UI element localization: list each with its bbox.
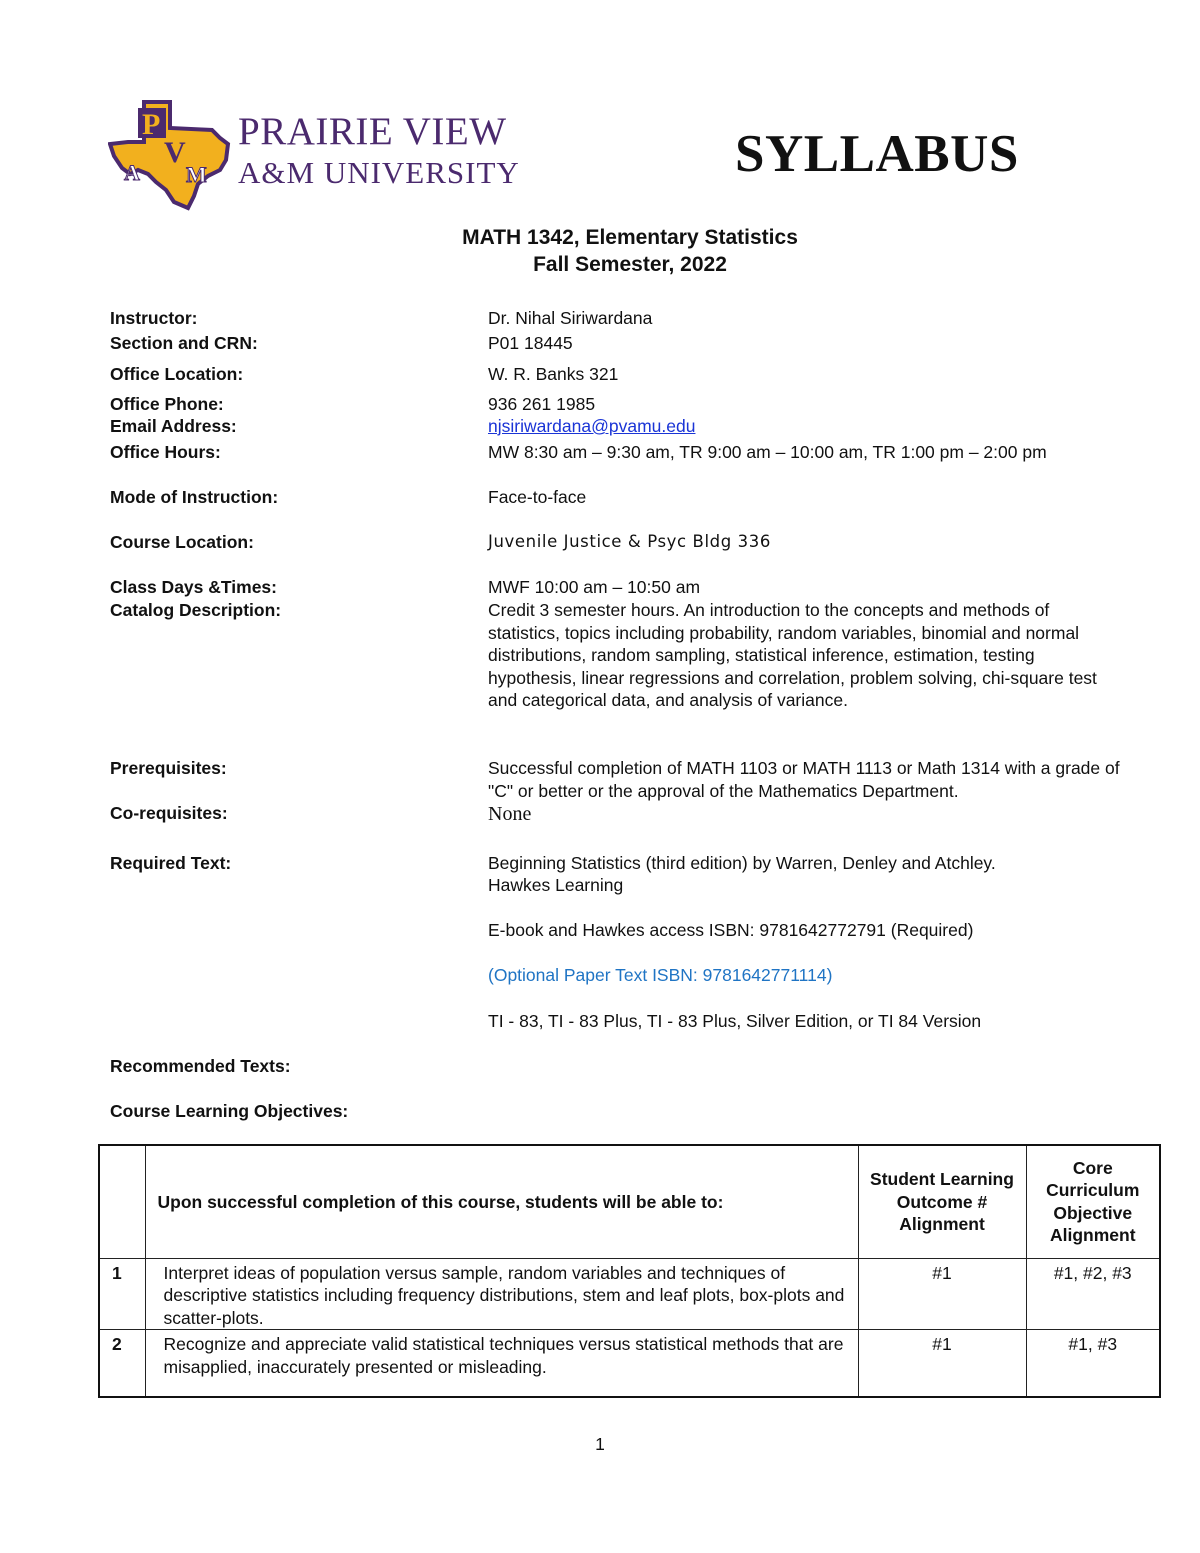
prereq-value: Successful completion of MATH 1103 or MATH 1113 or Math 1314 with a grade of "C" or better or the approval of the Mathematics Department.: [488, 758, 1120, 801]
row-description: Interpret ideas of population versus sample, random variables and techniques of descriptive statistics including frequency distributions, stem and leaf plots, box-plots and scatter-plots.: [145, 1258, 858, 1330]
objectives-label: Course Learning Objectives:: [110, 1101, 349, 1121]
mode-label: Mode of Instruction:: [110, 487, 279, 507]
optional-isbn: (Optional Paper Text ISBN: 9781642771114): [488, 965, 833, 985]
recommended-label: Recommended Texts:: [110, 1056, 291, 1076]
logo-line-1: PRAIRIE VIEW: [238, 110, 507, 153]
ebook-isbn: E-book and Hawkes access ISBN: 9781642772791 (Required): [488, 920, 974, 940]
header-num: [99, 1145, 145, 1258]
table-row: [99, 1258, 1160, 1330]
section-value: P01 18445: [488, 333, 573, 353]
university-logo: [108, 98, 518, 212]
header-slo: Student Learning Outcome # Alignment: [858, 1145, 1026, 1258]
row-number: 1: [99, 1258, 145, 1330]
header-core: Core Curriculum Objective Alignment: [1026, 1145, 1160, 1258]
catalog-value: Credit 3 semester hours. An introduction to the concepts and methods of statistics, topics including probability, random variables, binomial and normal distributions, random sampling, statistical inference, estimation, testing hypothesis, linear regressions and correlation, problem solving, chi-square test and categorical data, and analysis of variance.: [488, 600, 1097, 710]
table-row: [99, 1330, 1160, 1397]
class-days-label: Class Days &Times:: [110, 577, 277, 597]
class-days-value: MWF 10:00 am – 10:50 am: [488, 577, 701, 597]
course-semester: Fall Semester, 2022: [533, 253, 727, 276]
svg-text:V: V: [164, 136, 186, 169]
row-core: #1, #3: [1026, 1330, 1160, 1397]
course-name: MATH 1342, Elementary Statistics: [462, 226, 798, 249]
calculator-requirement: TI - 83, TI - 83 Plus, TI - 83 Plus, Silver Edition, or TI 84 Version: [488, 1011, 982, 1031]
svg-text:A: A: [124, 160, 140, 185]
instructor-label: Instructor:: [110, 308, 198, 328]
mode-value: Face-to-face: [488, 487, 587, 507]
required-text-line-2: Hawkes Learning: [488, 875, 624, 895]
course-location-label: Course Location:: [110, 532, 254, 552]
catalog-label: Catalog Description:: [110, 600, 282, 620]
row-slo: #1: [858, 1258, 1026, 1330]
logo-wordmark: [238, 110, 520, 192]
office-location-label: Office Location:: [110, 364, 244, 384]
svg-text:M: M: [186, 162, 207, 187]
section-label: Section and CRN:: [110, 333, 258, 353]
objectives-table: [98, 1144, 1161, 1398]
instructor-value: Dr. Nihal Siriwardana: [488, 308, 653, 328]
row-core: #1, #2, #3: [1026, 1258, 1160, 1330]
row-description: Recognize and appreciate valid statistical techniques versus statistical methods that are misapplied, inaccurately presented or misleading.: [145, 1330, 858, 1397]
office-hours-value: MW 8:30 am – 9:30 am, TR 9:00 am – 10:00 am, TR 1:00 pm – 2:00 pm: [488, 442, 1047, 462]
header-description: Upon successful completion of this course, students will be able to:: [145, 1145, 858, 1258]
email-label: Email Address:: [110, 416, 237, 436]
prereq-label: Prerequisites:: [110, 758, 227, 778]
office-phone-label: Office Phone:: [110, 394, 224, 414]
table-header-row: [99, 1145, 1160, 1258]
logo-line-2: A&M UNIVERSITY: [238, 155, 520, 190]
coreq-label: Co-requisites:: [110, 803, 228, 823]
email-link[interactable]: njsiriwardana@pvamu.edu: [488, 416, 696, 436]
coreq-value: None: [488, 803, 532, 825]
required-text-label: Required Text:: [110, 853, 232, 873]
row-slo: #1: [858, 1330, 1026, 1397]
required-text-line-1: Beginning Statistics (third edition) by Warren, Denley and Atchley.: [488, 853, 996, 873]
pvamu-shield-icon: [108, 98, 233, 212]
svg-text:P: P: [142, 108, 161, 141]
course-location-value: Juvenile Justice & Psyc Bldg 336: [488, 532, 771, 551]
office-phone-value: 936 261 1985: [488, 394, 596, 414]
document-title: SYLLABUS: [735, 125, 1019, 183]
row-number: 2: [99, 1330, 145, 1397]
page-number: 1: [595, 1434, 605, 1454]
office-location-value: W. R. Banks 321: [488, 364, 619, 384]
office-hours-label: Office Hours:: [110, 442, 221, 462]
